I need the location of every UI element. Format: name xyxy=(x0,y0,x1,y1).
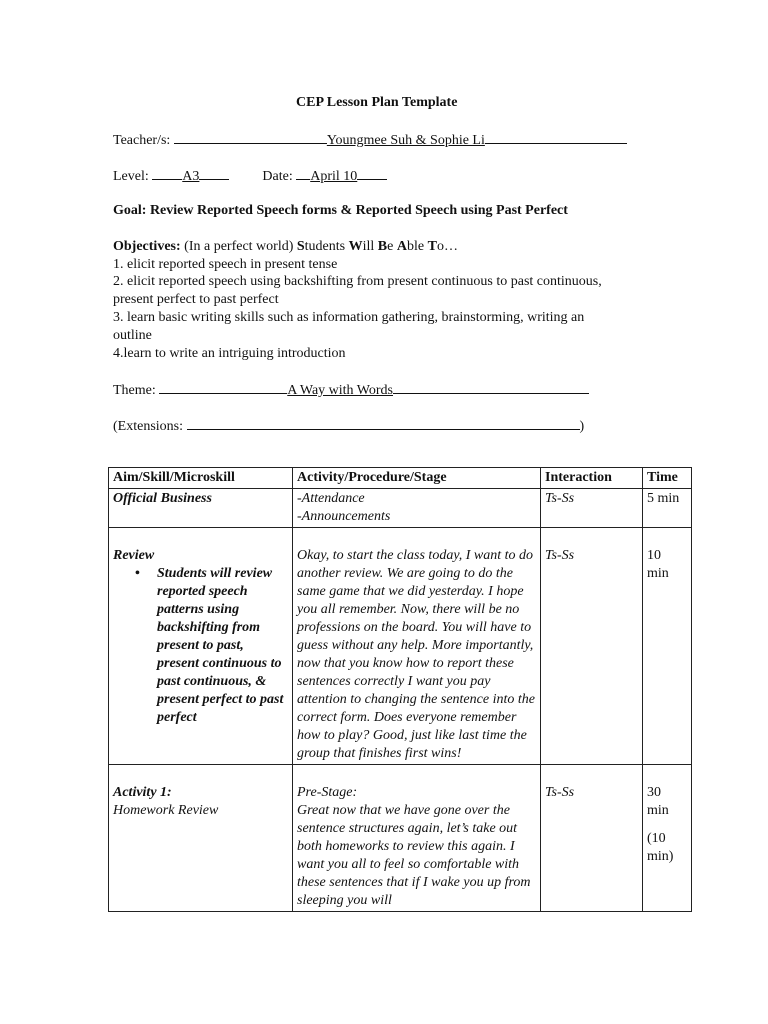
objectives-label: Objectives: xyxy=(113,239,181,254)
objective-item: outline xyxy=(113,328,152,343)
goal-line: Goal: Review Reported Speech forms & Reported Speech using Past Perfect xyxy=(113,203,568,218)
swbat-s: S xyxy=(296,239,305,254)
objective-item: present perfect to past perfect xyxy=(113,292,279,307)
date-label: Date: xyxy=(262,169,293,184)
objective-item: 2. elicit reported speech using backshifting from present continuous to past continuous, xyxy=(113,274,602,289)
theme-value: A Way with Words xyxy=(287,383,393,398)
bullet-icon: • xyxy=(135,566,140,581)
document-title: CEP Lesson Plan Template xyxy=(296,95,458,110)
teachers-line xyxy=(113,130,627,150)
swbat-o: o… xyxy=(436,239,458,254)
interaction-cell: Ts-Ss xyxy=(541,489,643,528)
time-value: 30 min xyxy=(647,785,669,818)
aim-title: Review xyxy=(113,548,155,563)
lesson-plan-table xyxy=(108,467,692,912)
extensions-close: ) xyxy=(579,419,585,434)
level-label: Level: xyxy=(113,169,149,184)
objective-item: 4.learn to write an intriguing introduction xyxy=(113,346,346,361)
swbat-tudents: tudents xyxy=(304,239,349,254)
time-cell: 5 min xyxy=(643,489,692,528)
teachers-value: Youngmee Suh & Sophie Li xyxy=(326,133,485,148)
date-value: April 10 xyxy=(310,169,358,184)
aim-title: Activity 1: xyxy=(113,785,172,800)
activity-text: Great now that we have gone over the sentence structures again, let’s take out both homeworks to review this again. I want you all to feel so comfortable with these sentences that if I wake you up from sleeping you will xyxy=(297,803,531,908)
time-cell: 10 min xyxy=(643,528,692,765)
swbat-e: e xyxy=(387,239,397,254)
objectives-intro: (In a perfect world) xyxy=(180,239,297,254)
swbat-t: T xyxy=(427,239,437,254)
activity-cell: Okay, to start the class today, I want to do another review. We are going to do the same game that we did yesterday. I hope you all remember. Now, there will be no professions on the board. You will have to guess without any help. More importantly, now that you know how to report these sentences correctly I want you pay attention to changing the sentence into the correct form. Does everyone remember how to play? Good, just like last time the group that finishes first wins! xyxy=(293,528,541,765)
objective-item: 3. learn basic writing skills such as information gathering, brainstorming, writing an xyxy=(113,310,585,325)
level-date-line xyxy=(113,166,387,186)
aim-cell xyxy=(109,765,293,912)
header-time: Time xyxy=(643,468,692,489)
extensions-line xyxy=(113,416,584,436)
objectives-heading xyxy=(113,238,458,256)
table-row xyxy=(109,489,692,528)
table-row xyxy=(109,765,692,912)
objective-item: 1. elicit reported speech in present tense xyxy=(113,257,338,272)
table-header-row xyxy=(109,468,692,489)
table-row xyxy=(109,528,692,765)
header-activity: Activity/Procedure/Stage xyxy=(293,468,541,489)
aim-bullet xyxy=(135,565,288,727)
aim-cell xyxy=(109,528,293,765)
header-aim: Aim/Skill/Microskill xyxy=(109,468,293,489)
extensions-label: (Extensions: xyxy=(113,419,183,434)
aim-bullet-list xyxy=(113,565,288,727)
aim-subtitle: Homework Review xyxy=(113,803,219,818)
activity-line: -Attendance xyxy=(297,491,365,506)
interaction-cell: Ts-Ss xyxy=(541,765,643,912)
swbat-w: W xyxy=(348,239,363,254)
aim-title: Official Business xyxy=(113,491,212,506)
swbat-b: B xyxy=(377,239,388,254)
activity-cell xyxy=(293,765,541,912)
aim-cell xyxy=(109,489,293,528)
theme-label: Theme: xyxy=(113,383,156,398)
theme-line xyxy=(113,380,589,400)
header-interaction: Interaction xyxy=(541,468,643,489)
time-extra: (10 min) xyxy=(647,831,674,864)
time-cell xyxy=(643,765,692,912)
swbat-ill: ill xyxy=(362,239,378,254)
interaction-cell: Ts-Ss xyxy=(541,528,643,765)
activity-line: -Announcements xyxy=(297,509,391,524)
swbat-ble: ble xyxy=(406,239,428,254)
teachers-label: Teacher/s: xyxy=(113,133,171,148)
activity-cell xyxy=(293,489,541,528)
aim-bullet-text: Students will review reported speech patterns using backshifting from present to past, present continuous to past continuous, & present perfect to past perfect xyxy=(157,566,284,725)
swbat-a: A xyxy=(396,239,407,254)
activity-stage: Pre-Stage: xyxy=(297,785,358,800)
level-value: A3 xyxy=(182,169,200,184)
